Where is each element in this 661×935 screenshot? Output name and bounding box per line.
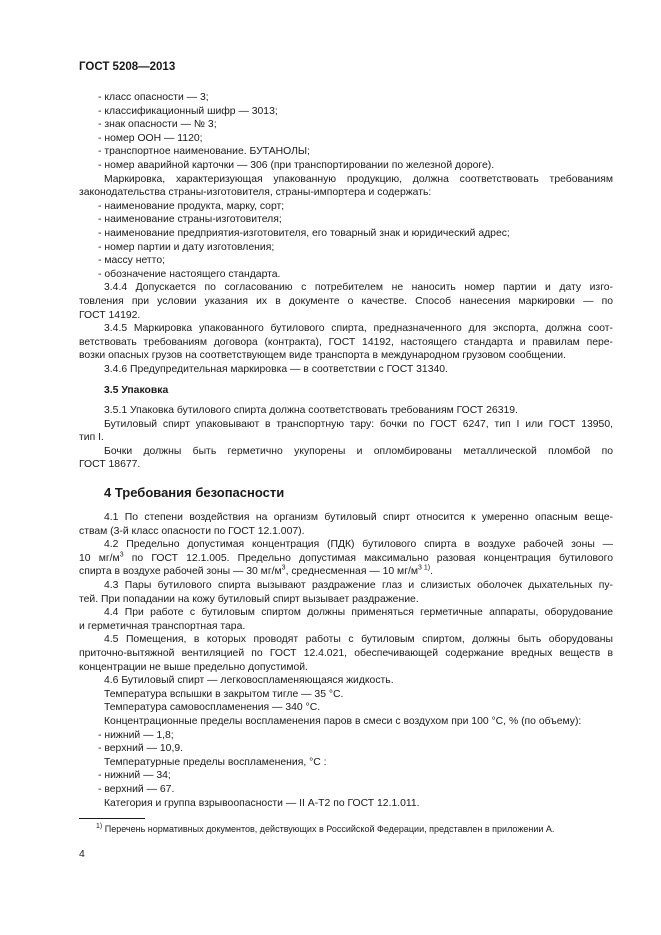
text-run: , среднесменная — 10 мг/м xyxy=(285,566,419,578)
list-item: - знак опасности — № 3; xyxy=(98,119,217,131)
paragraph-line: 3.4.5 Маркировка упакованного бутилового спирта, предназначенного для экспорта, должна соот- xyxy=(104,323,613,335)
list-item: - наименование страны-изготовителя; xyxy=(98,214,282,226)
list-item: - верхний — 10,9. xyxy=(98,743,184,755)
paragraph-line: Бутиловый спирт упаковывают в транспортную тару: бочки по ГОСТ 6247, тип I или ГОСТ 13950, xyxy=(104,418,613,430)
document-header: ГОСТ 5208—2013 xyxy=(79,61,176,73)
paragraph-line: тей. При попадании на кожу бутиловый спирт вызывает раздражение. xyxy=(79,593,419,605)
paragraph: Температурные пределы воспламенения, °С : xyxy=(104,756,327,768)
paragraph: Концентрационные пределы воспламенения паров в смеси с воздухом при 100 °С, % (по объему): xyxy=(104,715,582,727)
footnote-reference[interactable]: 3 1) xyxy=(418,564,431,572)
footnote-mark: 1) xyxy=(96,823,103,830)
paragraph: 4.6 Бутиловый спирт — легковоспламеняющаяся жидкость. xyxy=(104,675,394,687)
paragraph: 3.5.1 Упаковка бутилового спирта должна соответствовать требованиям ГОСТ 26319. xyxy=(104,405,518,417)
paragraph-line xyxy=(79,565,613,579)
paragraph: Температура самовоспламенения — 340 °С. xyxy=(104,702,321,714)
superscript: 3 xyxy=(281,564,286,572)
list-item: - номер аварийной карточки — 306 (при транспортировании по железной дороге). xyxy=(98,159,495,171)
section-heading-3-5: 3.5 Упаковка xyxy=(104,385,169,397)
text-run: . xyxy=(430,566,433,578)
paragraph-line: приточно-вытяжной вентиляцией по ГОСТ 12.4.021, обеспечивающей содержание вредных веществ в xyxy=(79,647,613,659)
paragraph-line: 4.5 Помещения, в которых проводят работы с бутиловым спиртом, должны быть оборудованы xyxy=(104,634,613,646)
paragraph-line: ствам (3-й класс опасности по ГОСТ 12.1.007). xyxy=(79,525,305,537)
list-item: - массу нетто; xyxy=(98,255,165,267)
footnote-text: Перечень нормативных документов, действующих в Российской Федерации, представлен в приложении А. xyxy=(102,824,555,834)
paragraph-line: 4.4 При работе с бутиловым спиртом должны применяться герметичные аппараты, оборудование xyxy=(104,607,613,619)
paragraph-line: ГОСТ 18677. xyxy=(79,459,141,471)
list-item: - нижний — 1,8; xyxy=(98,729,174,741)
paragraph-line: 4.2 Предельно допустимая концентрация (ПДК) бутилового спирта в воздухе рабочей зоны — xyxy=(104,539,613,551)
paragraph-line: 3.4.4 Допускается по согласованию с потребителем не наносить номер партии и дату изго- xyxy=(104,282,613,294)
footnote xyxy=(96,824,554,835)
list-item: - номер ООН — 1120; xyxy=(98,132,203,144)
text-run: 10 мг/м xyxy=(79,552,120,564)
text-run: спирта в воздухе рабочей зоны — 30 мг/м xyxy=(79,566,282,578)
text-run: по ГОСТ 12.1.005. Предельно допустимая максимально разовая концентрация бутилового xyxy=(123,552,613,564)
list-item: - нижний — 34; xyxy=(98,770,171,782)
paragraph-line: тип I. xyxy=(79,432,104,444)
paragraph-line: Маркировка, характеризующая упакованную продукцию, должна соответствовать требованиям xyxy=(104,173,613,185)
page-number: 4 xyxy=(79,849,85,860)
section-heading-4: 4 Требования безопасности xyxy=(104,485,285,501)
list-item: - наименование продукта, марку, сорт; xyxy=(98,200,285,212)
paragraph-line: 4.3 Пары бутилового спирта вызывают раздражение глаз и слизистых оболочек дыхательных пу- xyxy=(104,580,613,591)
footnote-divider xyxy=(79,818,145,819)
list-item: - верхний — 67. xyxy=(98,783,175,795)
paragraph: Температура вспышки в закрытом тигле — 35 °С. xyxy=(104,688,344,700)
list-item: - классификационный шифр — 3013; xyxy=(98,105,278,117)
paragraph-line: законодательства страны-изготовителя, страны-импортера и содержать: xyxy=(79,187,432,199)
paragraph-line: возки опасных грузов на соответствующем виде транспорта в международном грузовом сообщении. xyxy=(79,350,566,362)
paragraph-line: товления при условии указания их в документе о качестве. Способ нанесения маркировки — по xyxy=(79,295,613,307)
paragraph-line xyxy=(79,552,613,566)
list-item: - класс опасности — 3; xyxy=(98,92,209,103)
paragraph-line: концентрации не выше предельно допустимой. xyxy=(79,661,308,673)
paragraph-line: ГОСТ 14192. xyxy=(79,309,141,321)
list-item: - транспортное наименование. БУТАНОЛЫ; xyxy=(98,146,311,158)
paragraph-line: 4.1 По степени воздействия на организм бутиловый спирт относится к умеренно опасным веще- xyxy=(104,512,613,524)
paragraph: 3.4.6 Предупредительная маркировка — в соответствии с ГОСТ 31340. xyxy=(104,363,448,375)
superscript: 3 xyxy=(119,551,124,559)
paragraph-line: и герметичная транспортная тара. xyxy=(79,620,246,632)
list-item: - наименование предприятия-изготовителя, его товарный знак и юридический адрес; xyxy=(98,227,510,239)
list-item: - обозначение настоящего стандарта. xyxy=(98,268,281,280)
document-body xyxy=(79,91,613,810)
paragraph: Категория и группа взрывоопасности — II А-Т2 по ГОСТ 12.1.011. xyxy=(104,797,420,809)
list-item: - номер партии и дату изготовления; xyxy=(98,241,275,253)
paragraph-line: ветствовать требованиям договора (контракта), ГОСТ 14192, настоящего стандарта и правилам пере- xyxy=(79,336,613,348)
paragraph-line: Бочки должны быть герметично укупорены и опломбированы металлической пломбой по xyxy=(104,445,613,457)
